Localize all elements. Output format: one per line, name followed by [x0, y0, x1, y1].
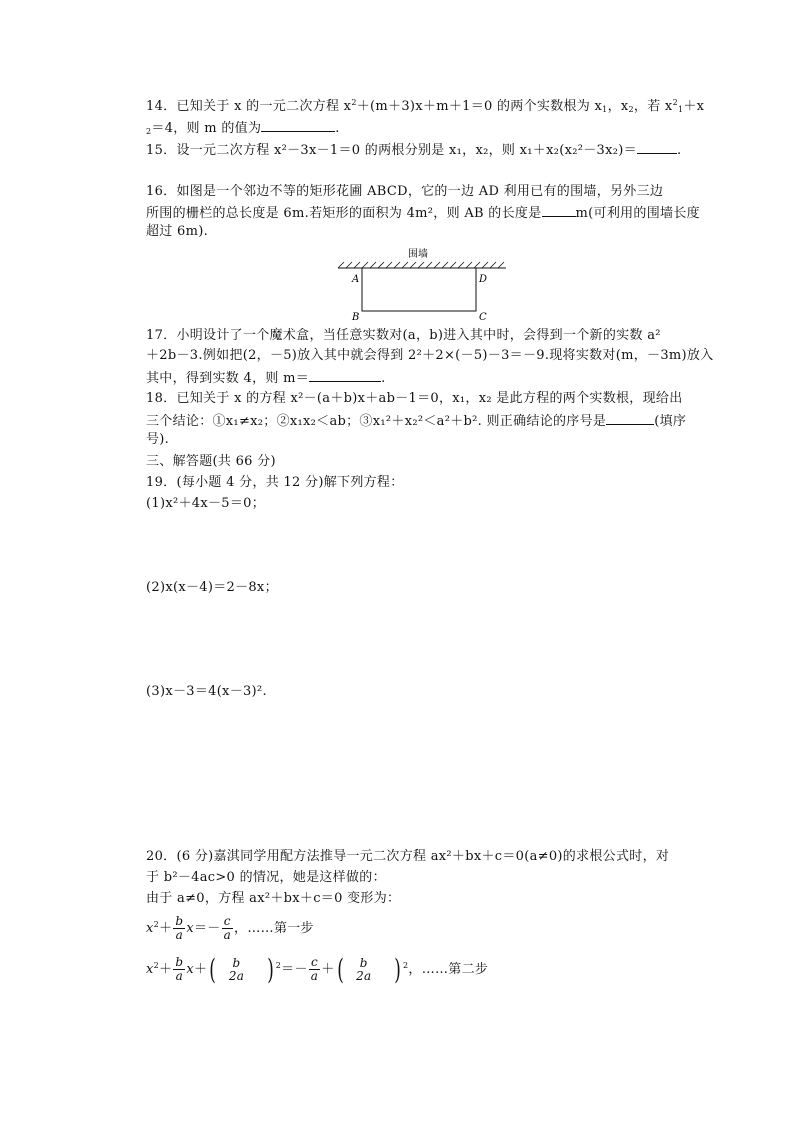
q17-answer-blank[interactable] — [309, 368, 381, 382]
wall-hatching — [338, 262, 504, 268]
q19-part3: (3)x－3＝4(x－3)². — [146, 684, 267, 699]
q20-step2: $x^2+$ $\frac{b}{a}$ x＋( b 2a ) $^2$＝－ $\frac{c}{a}$ ＋( b 2a ) $^2$，……第二步 — [146, 952, 489, 986]
q19-title: 19．(每小题 4 分，共 12 分)解下列方程： — [146, 475, 404, 490]
q16-line2: 所围的栅栏的总长度是 6m.若矩形的面积为 4m²，则 AB 的长度是 m(可利用的围墙长度 — [146, 203, 700, 223]
wall-label: 围墙 — [408, 249, 428, 260]
q18-line1: 18．已知关于 x 的方程 x²－(a＋b)x＋ab－1＝0，x₁，x₂ 是此方程的两个实数根，现给出 — [146, 391, 683, 406]
q16-answer-blank[interactable] — [542, 203, 576, 217]
q18-line2: 三个结论：①x₁≠x₂；②x₁x₂＜ab；③x₁²＋x₂²＜a²＋b². 则正确结论的序号是 (填序 — [146, 411, 686, 431]
q19-part1: (1)x²＋4x－5＝0； — [146, 496, 266, 511]
q19-part2: (2)x(x－4)＝2－8x； — [146, 580, 278, 595]
section-3-heading: 三、解答题(共 66 分) — [146, 454, 276, 469]
q18-answer-blank[interactable] — [606, 411, 654, 425]
point-B: B — [352, 312, 360, 322]
frac-c-over-a: $\frac{c}{a}$ — [223, 914, 232, 942]
q20-line2: 于 b²－4ac>0 的情况，她是这样做的： — [146, 870, 386, 885]
q16-line1: 16．如图是一个邻边不等的矩形花圃 ABCD，它的一边 AD 利用已有的围墙，另外三边 — [146, 184, 664, 199]
point-C: C — [479, 312, 487, 322]
frac-b-over-a: $\frac{b}{a}$ — [175, 914, 184, 942]
q17-line2: ＋2b－3.例如把(2，－5)放入其中就会得到 2²＋2×(－5)－3＝－9.现将实数对(m，－3m)放入 — [146, 348, 714, 363]
fence-outline — [362, 268, 476, 311]
point-A: A — [352, 274, 360, 285]
q20-line3: 由于 a≠0，方程 ax²＋bx＋c＝0 变形为： — [146, 891, 401, 906]
q20-line1: 20．(6 分)嘉淇同学用配方法推导一元二次方程 ax²＋bx＋c＝0(a≠0)的求根公式时，对 — [146, 849, 670, 864]
q20-step1: $x^2+$ $\frac{b}{a}$ x＝－ $\frac{c}{a}$ ，……第一步 — [146, 914, 314, 942]
q14-line1: 14．已知关于 x 的一元二次方程 $x^2+(m+3)x+m+1=0$ 的两个实数根为 $x_1$，$x_2$，若 $x^2_1+x$ — [146, 98, 705, 114]
q15-answer-blank[interactable] — [637, 140, 677, 154]
q15-line: 15．设一元二次方程 x²－3x－1＝0 的两根分别是 x₁，x₂，则 x₁＋x₂(x₂²－3x₂)＝ . — [146, 140, 681, 160]
rectangle-garden-diagram — [330, 244, 510, 322]
point-D: D — [479, 274, 488, 285]
q14-line2: $_2$＝4，则 m 的值为 . — [146, 118, 340, 138]
q18-line3: 号). — [146, 432, 170, 447]
q17-line1: 17．小明设计了一个魔术盒，当任意实数对(a，b)进入其中时，会得到一个新的实数 a² — [146, 328, 661, 343]
q14-answer-blank[interactable] — [261, 118, 335, 132]
q17-line3: 其中，得到实数 4，则 m＝ . — [146, 368, 386, 388]
q16-line3: 超过 6m). — [146, 224, 209, 239]
